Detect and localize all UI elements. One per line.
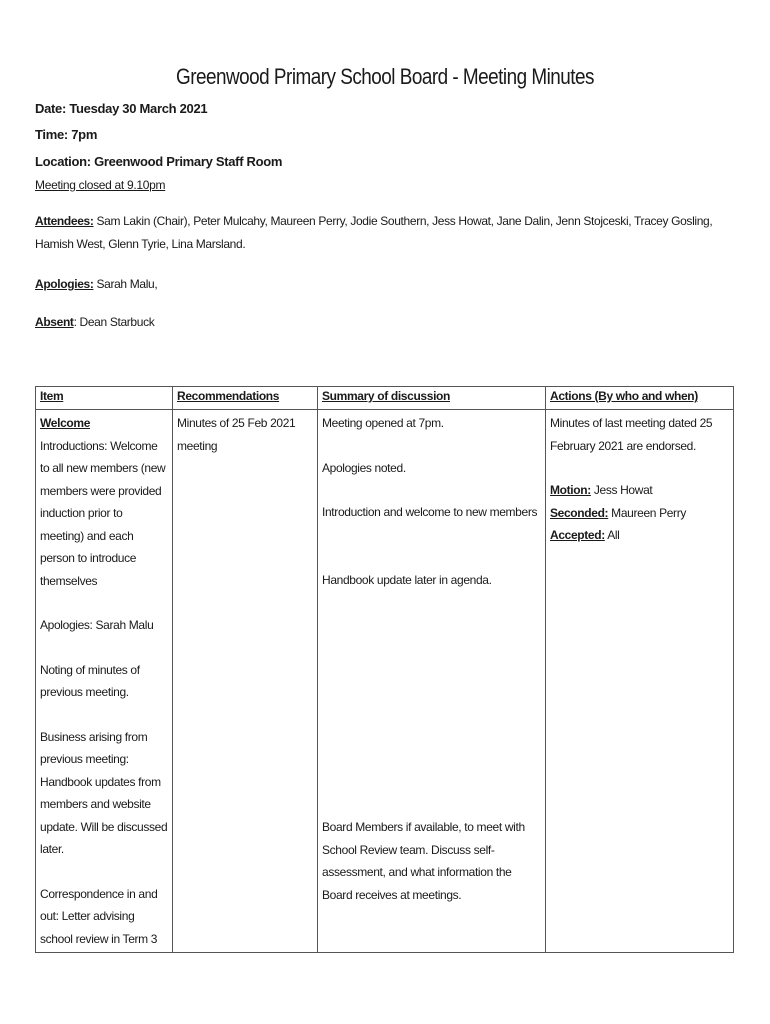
summary-apologies: Apologies noted. <box>322 460 406 475</box>
item-cell <box>36 410 173 953</box>
actions-endorsed: Minutes of last meeting dated 25 February 2021 are endorsed. <box>550 416 713 453</box>
apologies-list: Sarah Malu, <box>93 277 158 291</box>
meeting-date: Date: Tuesday 30 March 2021 <box>35 101 208 116</box>
table-row <box>36 410 734 953</box>
item-introductions: Introductions: Welcome to all new members (new members were provided induction prior to meeting) and each person to introduce themselves <box>40 438 166 588</box>
accepted-label: Accepted: <box>550 528 605 542</box>
actions-cell <box>546 410 734 953</box>
meeting-closed-time: Meeting closed at 9.10pm <box>35 178 166 192</box>
item-welcome-heading: Welcome <box>40 416 91 430</box>
recommendation-text: Minutes of 25 Feb 2021 meeting <box>177 416 296 453</box>
attendees-paragraph <box>35 210 735 256</box>
seconded-label: Seconded: <box>550 505 609 520</box>
item-correspondence: Correspondence in and out: Letter advising school review in Term 3 <box>40 886 158 946</box>
actions-motion <box>550 479 729 502</box>
summary-board-members: Board Members if available, to meet with School Review team. Discuss self-assessment, and what information the Board receives at meetings. <box>322 820 525 902</box>
attendees-label: Attendees: <box>35 214 94 228</box>
recommendations-cell <box>173 410 318 953</box>
actions-accepted <box>550 524 729 547</box>
attendees-list: Sam Lakin (Chair), Peter Mulcahy, Maureen Perry, Jodie Southern, Jess Howat, Jane Dalin, Jenn Stojceski, Tracey Gosling, Hamish West, Glenn Tyrie, Lina Marsland. <box>35 214 713 251</box>
absent-list: : Dean Starbuck <box>73 315 155 329</box>
motion-label: Motion: <box>550 483 591 497</box>
apologies-paragraph <box>35 273 735 296</box>
header-actions: Actions (By who and when) <box>546 387 734 410</box>
header-recommendations: Recommendations <box>173 387 318 410</box>
summary-cell <box>318 410 546 953</box>
motion-value: Jess Howat <box>590 483 653 497</box>
header-item: Item <box>36 387 173 410</box>
summary-opened: Meeting opened at 7pm. <box>322 416 444 430</box>
summary-handbook: Handbook update later in agenda. <box>322 572 492 587</box>
actions-seconded <box>550 502 729 525</box>
table-header-row <box>36 387 734 410</box>
absent-paragraph <box>35 311 735 334</box>
header-summary: Summary of discussion <box>318 387 546 410</box>
accepted-value: All <box>604 528 620 542</box>
meeting-time: Time: 7pm <box>35 127 98 142</box>
document-title: Greenwood Primary School Board - Meeting Minutes <box>176 64 594 89</box>
meeting-location: Location: Greenwood Primary Staff Room <box>35 154 283 169</box>
item-noting-minutes: Noting of minutes of previous meeting. <box>40 662 140 699</box>
minutes-table <box>35 386 734 953</box>
seconded-value: Maureen Perry <box>608 505 687 520</box>
absent-label: Absent <box>35 315 74 329</box>
apologies-label: Apologies: <box>35 277 94 291</box>
summary-introduction: Introduction and welcome to new members <box>322 505 538 519</box>
item-apologies: Apologies: Sarah Malu <box>40 618 154 632</box>
item-business-arising: Business arising from previous meeting: Handbook updates from members and website update. Will be discussed later. <box>40 729 168 856</box>
